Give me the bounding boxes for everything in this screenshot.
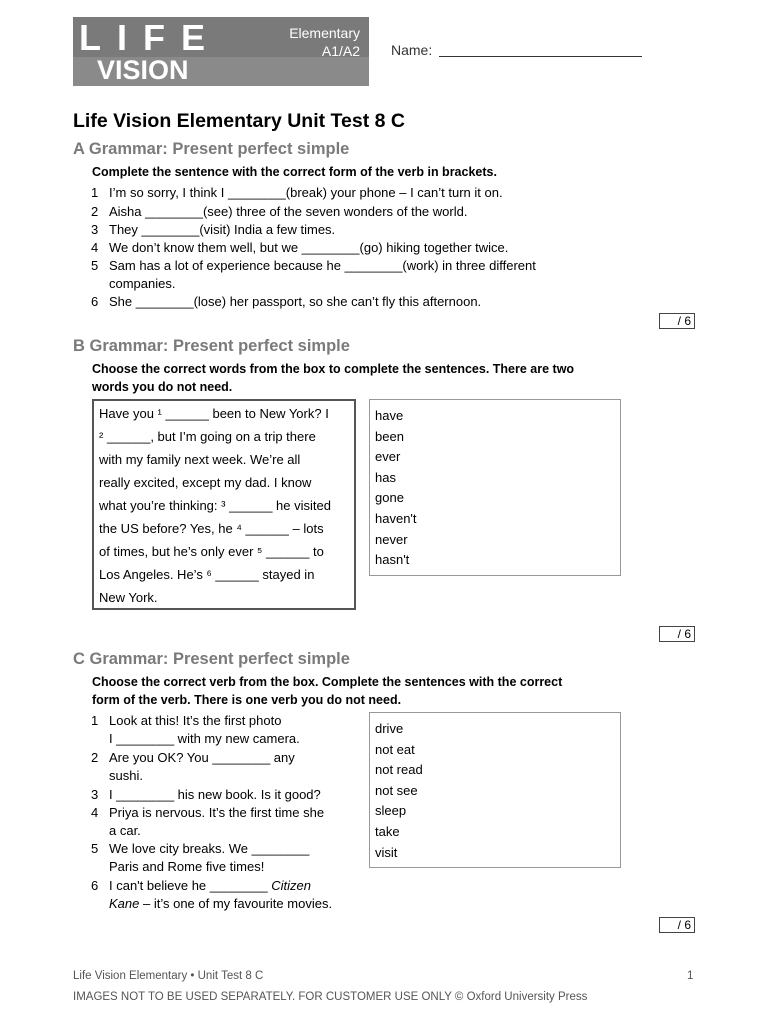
item-number: 2 <box>91 204 99 219</box>
item-number: 4 <box>91 240 99 255</box>
score-box-a <box>659 313 695 329</box>
item-number: 1 <box>91 185 99 200</box>
item-number: 3 <box>91 222 99 237</box>
paragraph-line: the US before? Yes, he ⁴ ______ – lots <box>99 521 324 536</box>
item-text: I’m so sorry, I think I ________(break) your phone – I can’t turn it on. <box>109 185 503 200</box>
paragraph-line: what you’re thinking: ³ ______ he visited <box>99 498 331 513</box>
word-item: not read <box>375 762 423 778</box>
logo-life-text: LIFE <box>79 17 221 58</box>
list-item <box>91 293 651 311</box>
list-item <box>91 712 361 748</box>
section-b-instruction <box>92 360 574 396</box>
paragraph-line: New York. <box>99 590 158 605</box>
name-field[interactable] <box>439 56 642 57</box>
word-item: not eat <box>375 741 415 757</box>
instruction-line: words you do not need. <box>92 380 233 394</box>
item-text: We love city breaks. We ________ <box>109 841 310 856</box>
list-item <box>91 786 361 804</box>
paragraph-line: with my family next week. We’re all <box>99 452 301 467</box>
list-item <box>91 184 651 202</box>
list-item <box>91 804 361 840</box>
paragraph-line: really excited, except my dad. I know <box>99 475 312 490</box>
list-item <box>91 203 651 221</box>
item-number: 5 <box>91 841 99 856</box>
score-text: / 6 <box>677 918 691 932</box>
word-item: ever <box>375 449 401 465</box>
logo-banner <box>73 17 369 86</box>
section-c-title: C Grammar: Present perfect simple <box>73 650 350 668</box>
list-item <box>91 221 651 239</box>
item-number: 6 <box>91 878 99 893</box>
instruction-line: form of the verb. There is one verb you do not need. <box>92 693 402 707</box>
item-text-plain: – it’s one of my favourite movies. <box>139 896 333 911</box>
movie-title-part2: Kane <box>109 896 140 911</box>
score-text: / 6 <box>677 314 691 328</box>
item-text: Aisha ________(see) three of the seven wonders of the world. <box>109 204 468 219</box>
word-item: have <box>375 408 404 423</box>
paragraph-line: ² ______, but I’m going on a trip there <box>99 429 316 444</box>
item-text: Are you OK? You ________ any <box>109 750 295 765</box>
item-text-continued <box>109 895 332 913</box>
item-number: 5 <box>91 258 99 273</box>
word-item: hasn't <box>375 552 410 568</box>
item-text: I ________ his new book. Is it good? <box>109 787 321 802</box>
section-c-items <box>91 712 361 917</box>
list-item <box>91 749 361 785</box>
paragraph-text <box>99 402 331 609</box>
copyright-notice: IMAGES NOT TO BE USED SEPARATELY. FOR CUSTOMER USE ONLY © Oxford University Press <box>73 991 588 1003</box>
word-item: haven't <box>375 510 417 526</box>
level-code: A1/A2 <box>321 43 360 59</box>
item-text-continued: I ________ with my new camera. <box>109 731 300 746</box>
page-number: 1 <box>687 970 694 982</box>
instruction-line: Choose the correct verb from the box. Complete the sentences with the correct <box>92 675 563 689</box>
item-text-continued: companies. <box>109 276 176 291</box>
item-text-continued: sushi. <box>109 768 143 783</box>
word-item: been <box>375 428 404 444</box>
word-item: has <box>375 469 396 485</box>
word-item: never <box>375 531 408 547</box>
item-number: 4 <box>91 805 99 820</box>
item-text: They ________(visit) India a few times. <box>109 222 336 237</box>
word-box-b <box>369 399 621 576</box>
section-a-items <box>91 184 651 314</box>
movie-title-part1: Citizen <box>271 878 311 893</box>
list-item <box>91 239 651 257</box>
score-box-b <box>659 626 695 642</box>
paragraph-line: Have you ¹ ______ been to New York? I <box>99 406 329 421</box>
level-label: Elementary <box>289 25 360 41</box>
list-item <box>91 877 361 913</box>
name-label: Name: <box>391 42 433 58</box>
paragraph-line: of times, but he’s only ever ⁵ ______ to <box>99 544 324 559</box>
item-text <box>109 877 311 895</box>
item-number: 1 <box>91 713 99 728</box>
item-text: Priya is nervous. It’s the first time she <box>109 805 325 820</box>
footer-title: Life Vision Elementary • Unit Test 8 C <box>73 970 264 982</box>
item-text-plain: I can't believe he ________ <box>109 878 272 893</box>
item-text: Sam has a lot of experience because he ________(work) in three different <box>109 258 536 273</box>
item-number: 3 <box>91 787 99 802</box>
item-text: Look at this! It’s the first photo <box>109 713 282 728</box>
word-item: sleep <box>375 803 407 819</box>
item-text-continued: a car. <box>109 823 141 838</box>
page-title: Life Vision Elementary Unit Test 8 C <box>73 110 405 132</box>
word-box-c <box>369 712 621 868</box>
item-number: 2 <box>91 750 99 765</box>
score-text: / 6 <box>677 627 691 641</box>
word-item: visit <box>375 844 398 860</box>
score-box-c <box>659 917 695 933</box>
list-item <box>91 840 361 876</box>
section-c-instruction <box>92 673 562 709</box>
logo-vision-text: VISION <box>97 55 189 85</box>
instruction-line: Choose the correct words from the box to complete the sentences. There are two <box>92 362 575 376</box>
word-item: gone <box>375 490 404 506</box>
item-text: She ________(lose) her passport, so she can’t fly this afternoon. <box>109 294 482 309</box>
list-item <box>91 257 651 293</box>
section-a-instruction: Complete the sentence with the correct form of the verb in brackets. <box>92 165 497 179</box>
item-text: We don’t know them well, but we ________(go) hiking together twice. <box>109 240 509 255</box>
word-item: not see <box>375 782 418 798</box>
section-b-title: B Grammar: Present perfect simple <box>73 337 350 355</box>
word-item: drive <box>375 721 404 736</box>
item-text-continued: Paris and Rome five times! <box>109 859 265 874</box>
paragraph-box <box>92 399 356 610</box>
word-item: take <box>375 823 400 839</box>
section-a-title: A Grammar: Present perfect simple <box>73 140 350 158</box>
item-number: 6 <box>91 294 99 309</box>
paragraph-line: Los Angeles. He’s ⁶ ______ stayed in <box>99 567 315 582</box>
